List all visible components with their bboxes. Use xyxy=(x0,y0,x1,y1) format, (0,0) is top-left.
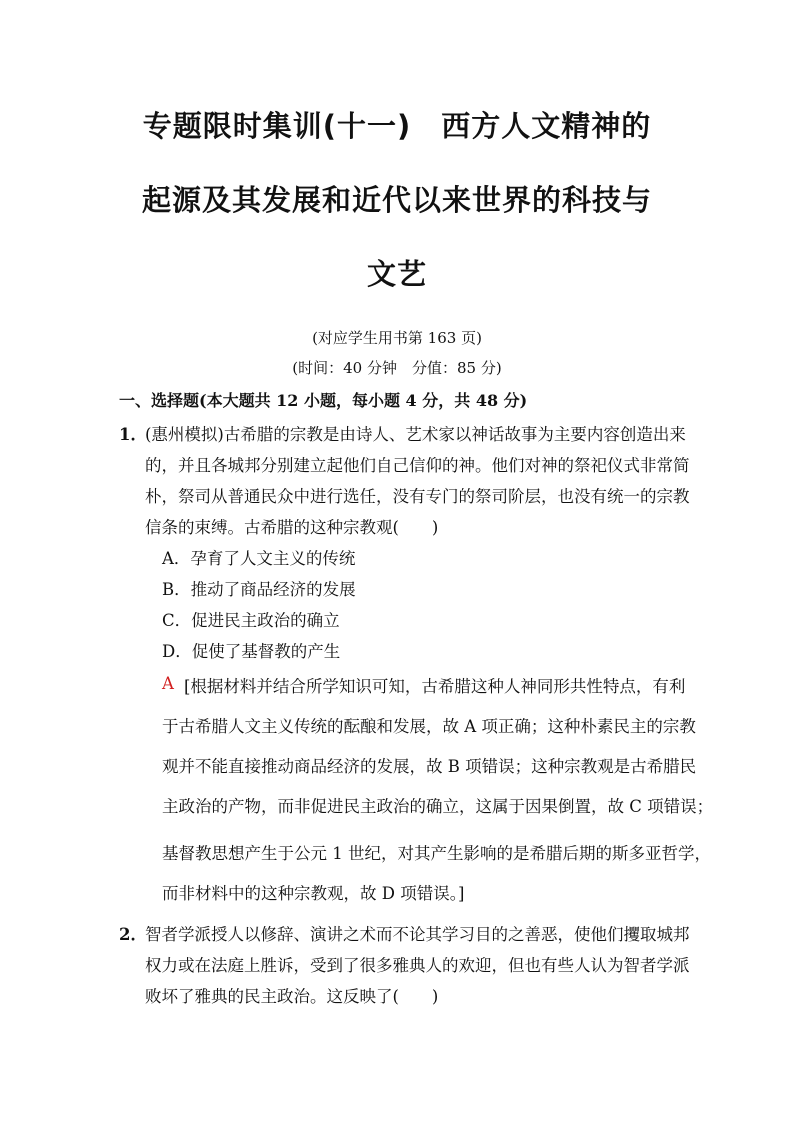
explanation-line: [根据材料并结合所学知识可知，古希腊这种人神同形共性特点，有利 xyxy=(184,677,686,696)
question-1-stem-line: (惠州模拟)古希腊的宗教是由诗人、艺术家以神话故事为主要内容创造出来 xyxy=(145,425,686,444)
question-2-number: 2． xyxy=(119,925,147,944)
question-1-stem-line: 的，并且各城邦分别建立起他们自己信仰的神。他们对神的祭祀仪式非常简 xyxy=(145,456,690,475)
section-heading: 一、选择题(本大题共 12 小题，每小题 4 分，共 48 分) xyxy=(119,391,528,410)
explanation-line: 主政治的产物，而非促进民主政治的确立，这属于因果倒置，故 C 项错误； xyxy=(162,797,714,816)
question-1-number: 1． xyxy=(119,425,147,444)
question-2-stem-line: 智者学派授人以修辞、演讲之术而不论其学习目的之善恶，使他们攫取城邦 xyxy=(145,925,690,944)
option-c: C．促进民主政治的确立 xyxy=(162,611,340,630)
explanation-line: 基督教思想产生于公元 1 世纪，对其产生影响的是希腊后期的斯多亚哲学， xyxy=(162,844,711,863)
page-reference: (对应学生用书第 163 页) xyxy=(312,329,482,347)
title-line-3: 文艺 xyxy=(366,257,427,291)
explanation-line: 而非材料中的这种宗教观，故 D 项错误。] xyxy=(162,884,465,903)
question-2-stem-line: 权力或在法庭上胜诉，受到了很多雅典人的欢迎，但也有些人认为智者学派 xyxy=(145,956,690,975)
question-1-stem-line: 信条的束缚。古希腊的这种宗教观( ) xyxy=(145,518,439,537)
answer-letter: A xyxy=(162,674,174,693)
option-d: D．促使了基督教的产生 xyxy=(162,642,341,661)
title-line-2: 起源及其发展和近代以来世界的科技与 xyxy=(141,183,652,217)
question-2-stem-line: 败坏了雅典的民主政治。这反映了( ) xyxy=(145,987,439,1006)
explanation-line: 观并不能直接推动商品经济的发展，故 B 项错误；这种宗教观是古希腊民 xyxy=(162,757,697,776)
question-1-stem-line: 朴，祭司从普通民众中进行选任，没有专门的祭司阶层，也没有统一的宗教 xyxy=(145,487,690,506)
option-a: A．孕育了人文主义的传统 xyxy=(162,549,356,568)
time-score: (时间：40 分钟 分值：85 分) xyxy=(292,359,502,377)
option-b: B．推动了商品经济的发展 xyxy=(162,580,356,599)
explanation-line: 于古希腊人文主义传统的酝酿和发展，故 A 项正确；这种朴素民主的宗教 xyxy=(162,717,696,736)
title-line-1: 专题限时集训(十一) 西方人文精神的 xyxy=(142,109,652,143)
